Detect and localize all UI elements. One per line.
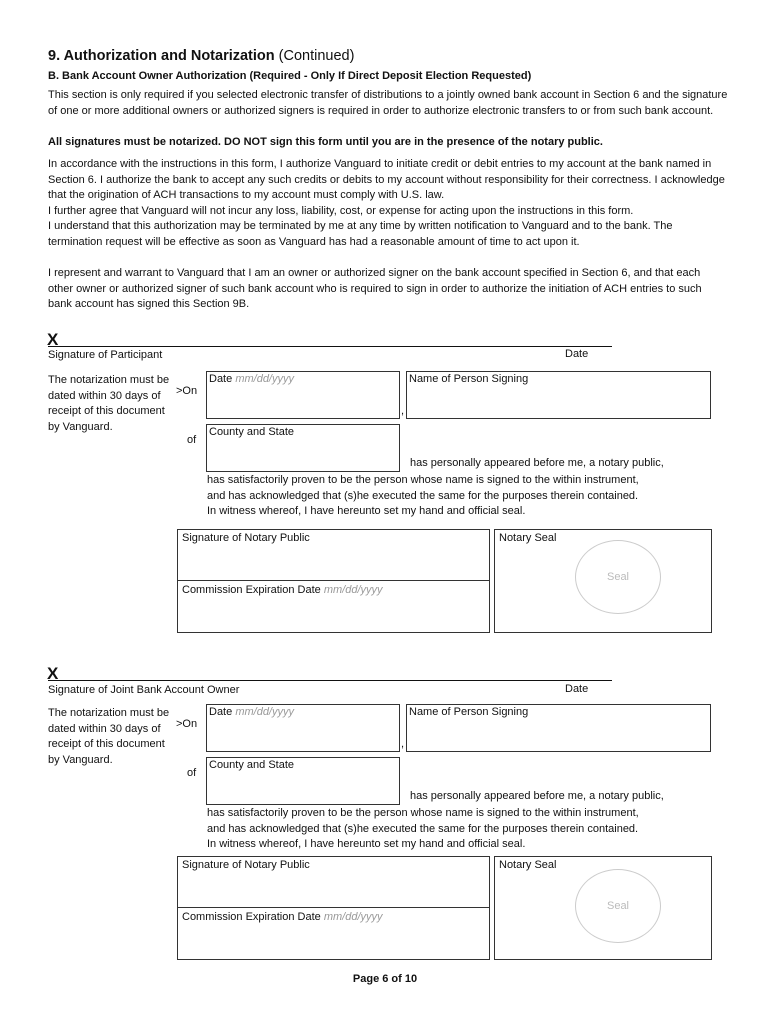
on-label: >On (176, 385, 198, 397)
acknowledged-text: and has acknowledged that (s)he executed the same for the purposes therein contained. (207, 822, 639, 835)
joint-owner-signature-line[interactable] (48, 680, 612, 681)
notary-date-field[interactable] (206, 371, 400, 419)
notary-signature-box[interactable] (177, 529, 490, 633)
intro-paragraph: This section is only required if you selected electronic transfer of distributions to a jointly owned bank account in Section 6 and the signature of one or more additional owners or authorized signers is required in order to authorize electronic transfers to or from such bank account. (48, 89, 728, 117)
notary-seal-label: Notary Seal (499, 532, 557, 544)
seal-circle (575, 869, 661, 943)
box-divider (178, 907, 489, 908)
termination-paragraph: I understand that this authorization may be terminated by me at any time by written notification to Vanguard and to the bank. The termination request will be effective as soon as Vanguard has had a reasonable amount of time to act upon it. (48, 220, 673, 248)
participant-signature-line[interactable] (48, 346, 612, 347)
commission-expiration-placeholder: mm/dd/yyyy (323, 584, 383, 596)
appeared-text: has personally appeared before me, a notary public, (410, 790, 664, 802)
proven-text: has satisfactorily proven to be the person whose name is signed to the within instrument, (207, 474, 639, 486)
notarization-warning: All signatures must be notarized. DO NOT sign this form until you are in the presence of the notary public. (48, 136, 603, 148)
witness-text: In witness whereof, I have hereunto set my hand and official seal. (207, 838, 526, 850)
county-and-state-field[interactable] (206, 424, 400, 472)
section-title (48, 48, 354, 64)
seal-text: Seal (606, 571, 630, 583)
name-of-person-signing-label: Name of Person Signing (409, 706, 529, 718)
notarization-note: The notarization must be dated within 30 days of receipt of this document by Vanguard. (48, 707, 170, 766)
notary-date-placeholder: mm/dd/yyyy (235, 373, 294, 385)
seal-circle (575, 540, 661, 614)
on-label: >On (176, 718, 198, 730)
notary-date-label: Date (209, 706, 233, 718)
section-title-bold: 9. Authorization and Notarization (48, 48, 275, 64)
warranty-paragraph: I represent and warrant to Vanguard that I am an owner or authorized signer on the bank account specified in Section 6, and that each other owner or authorized signer of such bank account who is required to sign in order to authorize the initiation of ACH entries to such bank account has signed this Section 9B. (48, 267, 702, 310)
commission-expiration-field[interactable] (182, 584, 383, 596)
notary-date-placeholder: mm/dd/yyyy (235, 706, 294, 718)
commission-expiration-label: Commission Expiration Date (182, 911, 321, 923)
joint-owner-date-label: Date (565, 683, 589, 695)
liability-paragraph: I further agree that Vanguard will not incur any loss, liability, cost, or expense for acting upon the instructions in this form. (48, 205, 634, 217)
notary-statement (207, 473, 639, 520)
seal-text: Seal (606, 900, 630, 912)
comma-separator: , (401, 405, 405, 417)
notary-statement (207, 806, 639, 853)
notary-signature-box[interactable] (177, 856, 490, 960)
commission-expiration-label: Commission Expiration Date (182, 584, 321, 596)
notary-signature-label: Signature of Notary Public (182, 859, 310, 871)
name-of-person-signing-label: Name of Person Signing (409, 373, 529, 385)
notary-seal-box[interactable] (494, 856, 712, 960)
signature-x-mark: X (47, 330, 59, 349)
county-and-state-field[interactable] (206, 757, 400, 805)
notary-date-label: Date (209, 373, 233, 385)
county-and-state-label: County and State (209, 759, 295, 771)
name-of-person-signing-field[interactable] (406, 371, 711, 419)
county-and-state-label: County and State (209, 426, 295, 438)
joint-owner-signature-label: Signature of Joint Bank Account Owner (48, 684, 240, 696)
section-title-rest: (Continued) (278, 48, 355, 64)
participant-date-label: Date (565, 348, 589, 360)
signature-x-mark: X (47, 664, 59, 683)
notary-seal-label: Notary Seal (499, 859, 557, 871)
notarization-note: The notarization must be dated within 30 days of receipt of this document by Vanguard. (48, 374, 170, 433)
of-label: of (187, 434, 197, 446)
section-subtitle: B. Bank Account Owner Authorization (Required - Only If Direct Deposit Election Requested) (48, 70, 532, 82)
authorization-paragraph: In accordance with the instructions in this form, I authorize Vanguard to initiate credit or debit entries to my account at the bank named in Section 6. I authorize the bank to accept any such credits or debits to my account without responsibility for their correctness. I acknowledge that the origination of ACH transactions to my account must comply with U.S. law. (48, 158, 725, 201)
page-number: Page 6 of 10 (352, 973, 418, 985)
of-label: of (187, 767, 197, 779)
box-divider (178, 580, 489, 581)
notary-date-field[interactable] (206, 704, 400, 752)
proven-text: has satisfactorily proven to be the person whose name is signed to the within instrument, (207, 807, 639, 819)
name-of-person-signing-field[interactable] (406, 704, 711, 752)
comma-separator: , (401, 738, 405, 750)
commission-expiration-field[interactable] (182, 911, 383, 923)
acknowledged-text: and has acknowledged that (s)he executed the same for the purposes therein contained. (207, 489, 639, 502)
appeared-text: has personally appeared before me, a notary public, (410, 457, 664, 469)
notary-seal-box[interactable] (494, 529, 712, 633)
commission-expiration-placeholder: mm/dd/yyyy (323, 911, 383, 923)
notary-signature-label: Signature of Notary Public (182, 532, 310, 544)
witness-text: In witness whereof, I have hereunto set my hand and official seal. (207, 505, 526, 517)
participant-signature-label: Signature of Participant (48, 349, 163, 361)
